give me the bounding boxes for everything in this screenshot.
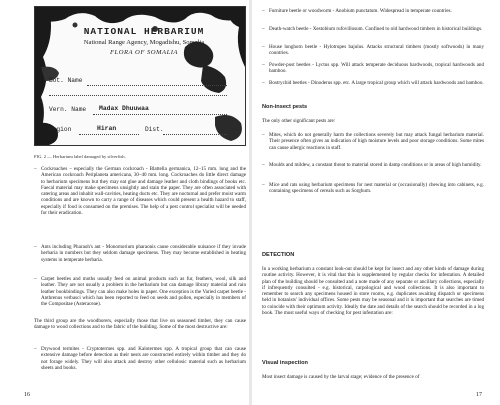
bullet-text: Carpet beetles and moths usually feed on animal products such as fur, feathers, wool, silk and leather. They are not usually a problem in the herbarium but can damage library material and rain leather bookbindings. They can also make holes in paper. One exception is the Varied carpet beetle - Anthrenus verbasci which has been reported to feed on seeds and pollen, especially in members of the Compositae (Asteraceae). xyxy=(41,276,246,308)
label-dist: Dist. xyxy=(145,126,164,133)
heading-non-insect-pests: Non-insect pests xyxy=(262,104,308,110)
bullet-furniture-beetle: – Furniture beetle or woodworm - Anobium punctatum. Widespread in temperate countries. xyxy=(262,8,484,14)
label-dist-line xyxy=(163,134,227,135)
page-number-right: 17 xyxy=(476,392,482,398)
bullet-house-longhorn-beetle: – House longhorn beetle - Hylotrupes bajulus. Attacks structural timbers (mostly softwoods) in many countries. xyxy=(262,44,484,57)
page-number-left: 16 xyxy=(24,392,30,398)
herbarium-label-image xyxy=(34,6,246,146)
visual-inspection-text: Most insect damage is caused by the larval stage; evidence of the presence of xyxy=(262,374,420,380)
label-region: Region xyxy=(49,126,72,133)
bullet-drywood-termites: – Drywood termites - Cryptotermes spp. and Kalotermes spp. A tropical group that can cause extensive damage before detection as their nests are constructed entirely within timber and they do not forage widely. They will also attack and destroy other cellulosic material such as herbarium sheets and books. xyxy=(34,346,246,371)
bullet-ants: – Ants including Pharaoh's ant - Monomorium pharaonis cause considerable nuisance if they invade herbaria in numbers but they seldom damage specimens. They may become established in heating systems in temperate herbaria. xyxy=(34,244,246,263)
bullet-mites: – Mites, which do not generally harm the collections severely but may attack fungal herbarium material. Their presence often gives an indication of high moisture levels and poor storage conditions. Some mites can cause allergic reactions in staff. xyxy=(262,132,484,151)
woodborers-paragraph: The third group are the woodborers, especially those that live on seasoned timber, they can cause damage to wood collections and to the fabric of the building. Some of the most destructive are: xyxy=(34,318,246,331)
bullet-text: Powder-post beetles - Lyctus spp. Will attack temperate deciduous hardwoods, tropical hardwoods and bamboo. xyxy=(269,62,484,75)
label-blank-line xyxy=(49,95,227,96)
bullet-text: Ants including Pharaoh's ant - Monomorium pharaonis cause considerable nuisance if they invade herbaria in numbers but they seldom damage specimens. They may become established in heating systems in temperate herbaria. xyxy=(41,244,246,263)
label-vern-name-value: Madax Dhuuwaa xyxy=(99,105,149,112)
bullet-text: Cockroaches – especially the German cockroach - Blattella germanica, 12–15 mm. long and the American cockroach Periplaneta americana, 30–40 mm. long. Cockroaches do little direct damage to herbarium specimens but they may eat glue and damage leather and cloth bindings of books etc. Faecal material may make specimens unsightly and stain the paper. They are often associated with catering areas and inhabit wall-cavities, heating ducts etc. They are nocturnal and prefer moist warm conditions and are known to carry a range of diseases which could present a health hazard to staff, especially if food is consumed on the premises. The help of a pest control specialist will be needed for their eradication. xyxy=(41,166,246,217)
bullet-cockroaches: – Cockroaches – especially the German cockroach - Blattella germanica, 12–15 mm. long and the American cockroach Periplaneta americana, 30–40 mm. long. Cockroaches do little direct damage to herbarium specimens but they may eat glue and damage leather and cloth bindings of books etc. Faecal material may make specimens unsightly and stain the paper. They are often associated with catering areas and inhabit wall-cavities, heating ducts etc. They are nocturnal and prefer moist warm conditions and are known to carry a range of diseases which could present a health hazard to staff, especially if food is consumed on the premises. The help of a pest control specialist will be needed for their eradication. xyxy=(34,166,246,217)
label-region-value: Hiran xyxy=(97,125,117,132)
bullet-mice-rats: – Mice and rats using herbarium specimens for nest material or (occasionally) chewing into cabinets, e.g. containing specimens of cereals such as Sorghum. xyxy=(262,182,484,195)
heading-detection: DETECTION xyxy=(262,252,295,258)
bullet-text: Furniture beetle or woodworm - Anobium punctatum. Widespread in temperate countries. xyxy=(269,8,452,14)
label-flora: FLORA OF SOMALIA xyxy=(110,49,178,56)
label-bot-name-line xyxy=(87,85,227,86)
figure-caption: FIG. 2 — Herbarium label damaged by silverfish. xyxy=(34,154,126,159)
non-insect-intro: The only other significant pests are: xyxy=(262,118,336,124)
bullet-text: Bostrychid beetles - Dinoderus spp. etc. A large tropical group which will attack hardwoods and bamboo. xyxy=(269,80,484,86)
label-vern-name: Vern. Name xyxy=(49,106,87,113)
label-bot-name: Bot. Name xyxy=(49,77,83,84)
heading-visual-inspection: Visual inspection xyxy=(262,360,308,366)
bullet-text: House longhorn beetle - Hylotrupes bajulus. Attacks structural timbers (mostly softwoods) in many countries. xyxy=(269,44,484,57)
bullet-text: Mites, which do not generally harm the collections severely but may attack fungal herbarium material. Their presence often gives an indication of high moisture levels and poor storage conditions. Some mites can cause allergic reactions in staff. xyxy=(269,132,484,151)
bullet-carpet-beetles: – Carpet beetles and moths usually feed on animal products such as fur, feathers, wool, silk and leather. They are not usually a problem in the herbarium but can damage library material and rain leather bookbindings. They can also make holes in paper. One exception is the Varied carpet beetle - Anthrenus verbasci which has been reported to feed on seeds and pollen, especially in members of the Compositae (Asteraceae). xyxy=(34,276,246,308)
label-agency: National Range Agency, Mogadishu, Somalia xyxy=(83,39,205,46)
bullet-powder-post-beetles: – Powder-post beetles - Lyctus spp. Will attack temperate deciduous hardwoods, tropical hardwoods and bamboo. xyxy=(262,62,484,75)
detection-paragraph: In a working herbarium a constant look-out should be kept for insect and any other kinds of damage during routine activity. However, it is vital that this is supplemented by regular checks for infestation. A detailed plan of the building should be consulted and a note made of any separate or ancillary collections, especially if infrequently consulted - e.g. historical, carpological and wood collections. It is also important to remember to search any specimens housed in store rooms, e.g. duplicates awaiting dispatch or specimens held in botanists' individual offices. Some pests may be seasonal and it is important that searches are timed to coincide with their optimum activity. Ideally the date and details of the search should be recorded in a log book. The most useful ways of checking for pest infestation are: xyxy=(262,266,484,317)
bullet-death-watch-beetle: – Death-watch beetle - Xestobium rufovillosum. Confined to old hardwood timbers in historical buildings. xyxy=(262,26,483,32)
bullet-text: Drywood termites - Cryptotermes spp. and Kalotermes spp. A tropical group that can cause extensive damage before detection as their nests are constructed entirely within timber and they do not forage widely. They will also attack and destroy other cellulosic material such as herbarium sheets and books. xyxy=(41,346,246,371)
right-page xyxy=(252,0,500,405)
bullet-text: Death-watch beetle - Xestobium rufovillosum. Confined to old hardwood timbers in historical buildings. xyxy=(269,26,483,32)
bullet-moulds: – Moulds and mildew, a constant threat to material stored in damp conditions or in areas of high humidity. xyxy=(262,162,484,168)
label-title: NATIONAL HERBARIUM xyxy=(83,26,205,37)
label-region-line xyxy=(79,134,139,135)
bullet-bostrychid-beetles: – Bostrychid beetles - Dinoderus spp. etc. A large tropical group which will attack hardwoods and bamboo. xyxy=(262,80,484,86)
bullet-text: Mice and rats using herbarium specimens for nest material or (occasionally) chewing into cabinets, e.g. containing specimens of cereals such as Sorghum. xyxy=(269,182,484,195)
bullet-text: Moulds and mildew, a constant threat to material stored in damp conditions or in areas of high humidity. xyxy=(269,162,482,168)
label-vern-name-line xyxy=(93,114,227,115)
